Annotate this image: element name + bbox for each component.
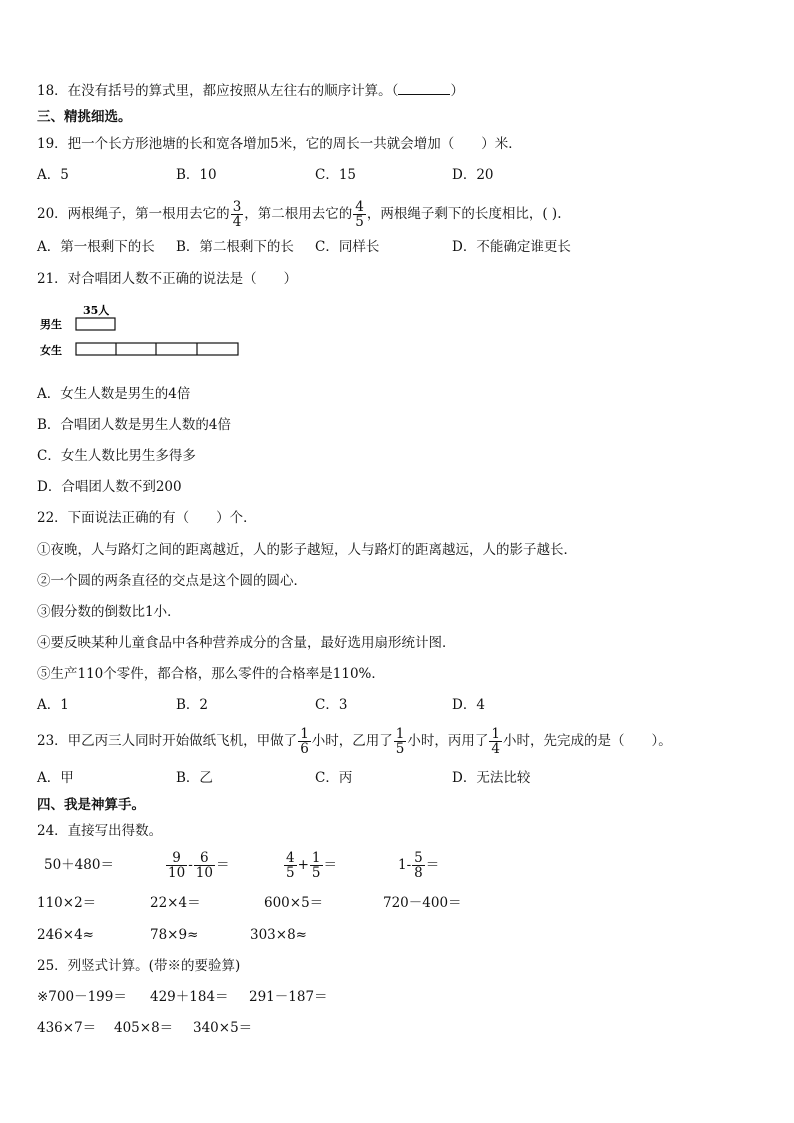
question-24: 24．直接写出得数。 xyxy=(37,823,163,839)
fraction xyxy=(166,851,187,880)
q23-option-b[interactable]: B．乙 xyxy=(176,770,213,786)
q19-option-d[interactable]: D．20 xyxy=(452,167,494,183)
q19-option-a[interactable]: A．5 xyxy=(37,167,69,183)
fraction xyxy=(284,851,297,880)
calc-frac-9-10-minus-6-10 xyxy=(165,846,229,884)
question-22: 22．下面说法正确的有（ ）个． xyxy=(37,510,257,526)
q21-option-d[interactable]: D．合唱团人数不到200 xyxy=(37,479,182,495)
fraction-numerator: 4 xyxy=(355,199,364,215)
fraction-denominator: 4 xyxy=(232,214,242,230)
question-20-mid: ，第二根用去它的 xyxy=(244,206,353,222)
q22-statement-5: ⑤生产110个零件，都合格，那么零件的合格率是110%． xyxy=(37,666,385,682)
fraction-4-5 xyxy=(353,200,366,229)
fraction-1-4 xyxy=(489,727,502,756)
fraction xyxy=(194,851,215,880)
boy-segment xyxy=(76,318,115,330)
question-25: 25．列竖式计算。(带※的要验算) xyxy=(37,958,241,974)
section-3-title: 三、精挑细选。 xyxy=(37,109,132,125)
fraction-numerator: 1 xyxy=(395,726,405,742)
question-18-tail: ） xyxy=(450,83,464,99)
fraction-denominator: 10 xyxy=(195,865,213,881)
q20-option-a[interactable]: A．第一根剩下的长 xyxy=(37,239,155,255)
q22-statement-1: ①夜晚，人与路灯之间的距离越近，人的影子越短，人与路灯的距离越远，人的影子越长． xyxy=(37,542,577,558)
calc-row2-1: 110×2＝ xyxy=(37,895,97,911)
equals: ＝ xyxy=(215,857,230,873)
question-21: 21．对合唱团人数不正确的说法是（ ） xyxy=(37,271,298,287)
fraction-denominator: 10 xyxy=(168,865,186,881)
calc-row3-2: 78×9≈ xyxy=(150,927,199,943)
question-23-mid1: 小时，乙用了 xyxy=(311,733,393,749)
answer-blank[interactable] xyxy=(398,82,450,95)
fraction xyxy=(412,851,425,880)
calc-1-minus-5-8 xyxy=(398,846,439,884)
calc-50-plus-480: 50＋480＝ xyxy=(44,857,114,873)
fraction-3-4 xyxy=(231,200,244,229)
q22-option-a[interactable]: A．1 xyxy=(37,697,69,713)
question-23 xyxy=(37,723,672,759)
vertical-calc-6: 340×5＝ xyxy=(193,1020,253,1036)
fraction xyxy=(310,851,323,880)
operator: + xyxy=(297,857,309,873)
diagram-top-label: 35人 xyxy=(83,304,110,317)
q22-statement-2: ②一个圆的两条直径的交点是这个圆的圆心． xyxy=(37,573,307,589)
q20-option-d[interactable]: D．不能确定谁更长 xyxy=(452,239,571,255)
question-20 xyxy=(37,196,562,232)
calc-row3-3: 303×8≈ xyxy=(250,927,307,943)
operator: - xyxy=(188,857,193,873)
q22-option-c[interactable]: C．3 xyxy=(315,697,348,713)
q21-option-c[interactable]: C．女生人数比男生多得多 xyxy=(37,448,196,464)
question-23-mid2: 小时，丙用了 xyxy=(407,733,489,749)
question-19: 19．把一个长方形池塘的长和宽各增加5米，它的周长一共就会增加（ ）米． xyxy=(37,136,522,152)
fraction-numerator: 1 xyxy=(311,850,321,866)
fraction-denominator: 8 xyxy=(414,865,423,881)
calc-frac-4-5-plus-1-5 xyxy=(283,846,337,884)
q23-option-c[interactable]: C．丙 xyxy=(315,770,353,786)
diagram-boy-label: 男生 xyxy=(40,318,62,331)
fraction-1-6 xyxy=(298,727,311,756)
q19-option-b[interactable]: B．10 xyxy=(176,167,217,183)
q22-option-b[interactable]: B．2 xyxy=(176,697,209,713)
fraction-denominator: 4 xyxy=(491,741,500,757)
segment-diagram xyxy=(40,303,250,363)
fraction-denominator: 5 xyxy=(395,741,405,757)
vertical-calc-5: 405×8＝ xyxy=(114,1020,174,1036)
q20-option-b[interactable]: B．第二根剩下的长 xyxy=(176,239,294,255)
fraction-numerator: 9 xyxy=(172,850,181,866)
question-20-post: ，两根绳子剩下的长度相比，( ). xyxy=(366,206,562,222)
vertical-calc-3: 291－187＝ xyxy=(249,989,328,1005)
fraction-numerator: 6 xyxy=(200,850,209,866)
q19-option-c[interactable]: C．15 xyxy=(315,167,357,183)
section-4-title: 四、我是神算手。 xyxy=(37,797,145,813)
operand: 1- xyxy=(398,857,412,873)
fraction-denominator: 5 xyxy=(355,214,364,230)
q23-option-d[interactable]: D．无法比较 xyxy=(452,770,531,786)
girl-segment xyxy=(76,343,238,355)
fraction-numerator: 1 xyxy=(491,726,500,742)
fraction-1-5 xyxy=(394,727,407,756)
fraction-numerator: 1 xyxy=(300,726,309,742)
vertical-calc-4: 436×7＝ xyxy=(37,1020,97,1036)
question-20-pre: 20．两根绳子，第一根用去它的 xyxy=(37,206,230,222)
fraction-numerator: 3 xyxy=(232,199,242,215)
fraction-denominator: 5 xyxy=(286,865,295,881)
calc-row2-4: 720－400＝ xyxy=(383,895,462,911)
equals: ＝ xyxy=(425,857,440,873)
question-18 xyxy=(37,82,464,100)
calc-row3-1: 246×4≈ xyxy=(37,927,94,943)
calc-row2-3: 600×5＝ xyxy=(264,895,324,911)
diagram-girl-label: 女生 xyxy=(40,344,62,357)
fraction-denominator: 6 xyxy=(300,741,309,757)
equals: ＝ xyxy=(323,857,337,873)
q21-option-a[interactable]: A．女生人数是男生的4倍 xyxy=(37,386,191,402)
q22-option-d[interactable]: D．4 xyxy=(452,697,485,713)
fraction-numerator: 5 xyxy=(414,850,423,866)
q21-option-b[interactable]: B．合唱团人数是男生人数的4倍 xyxy=(37,417,232,433)
q22-statement-3: ③假分数的倒数比1小． xyxy=(37,604,181,620)
question-23-pre: 23．甲乙丙三人同时开始做纸飞机，甲做了 xyxy=(37,733,298,749)
question-18-text: 18．在没有括号的算式里，都应按照从左往右的顺序计算。（ xyxy=(37,83,399,99)
q23-option-a[interactable]: A．甲 xyxy=(37,770,74,786)
q22-statement-4: ④要反映某种儿童食品中各种营养成分的含量，最好选用扇形统计图． xyxy=(37,635,456,651)
question-23-post: 小时，先完成的是（ ）。 xyxy=(502,733,672,749)
fraction-numerator: 4 xyxy=(286,850,295,866)
vertical-calc-2: 429＋184＝ xyxy=(150,989,229,1005)
calc-row2-2: 22×4＝ xyxy=(150,895,201,911)
fraction-denominator: 5 xyxy=(311,865,321,881)
vertical-calc-1: ※700－199＝ xyxy=(37,989,127,1005)
q20-option-c[interactable]: C．同样长 xyxy=(315,239,380,255)
